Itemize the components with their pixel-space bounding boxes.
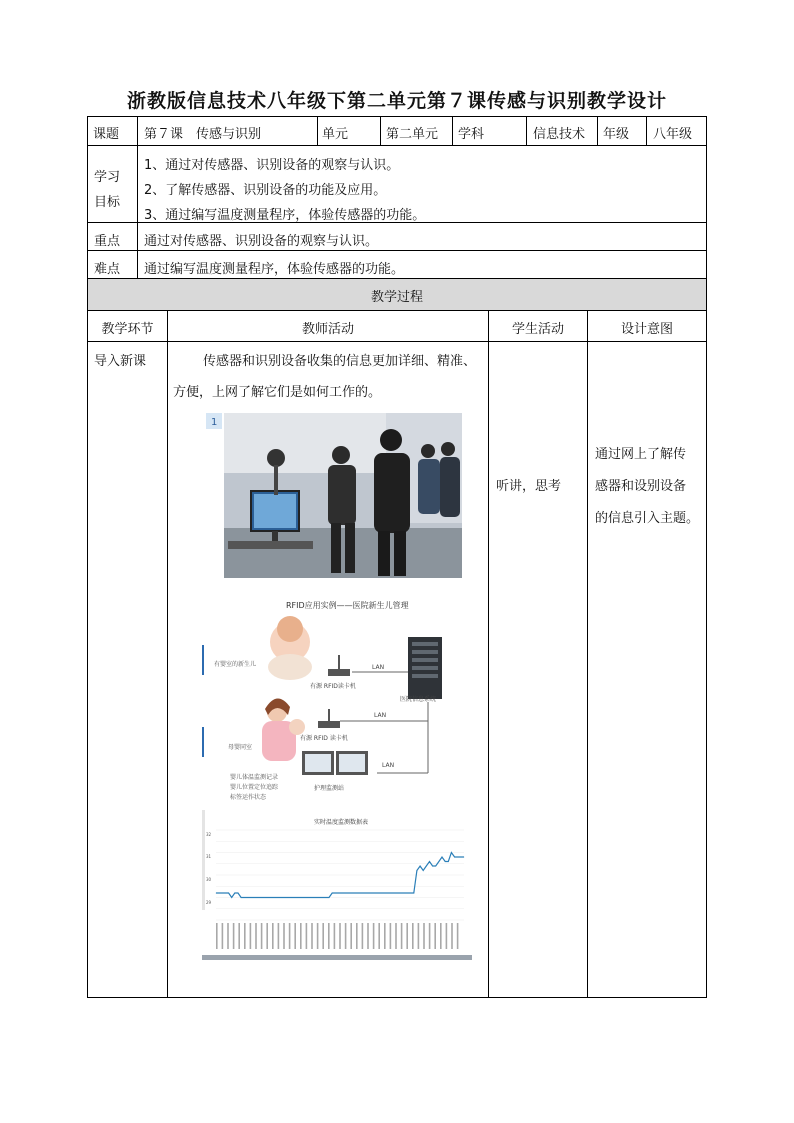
temperature-point (357, 893, 358, 894)
x-tick-label (395, 923, 397, 949)
y-tick-label: 29 (206, 900, 212, 905)
temperature-point (341, 893, 342, 894)
photo-illustration (206, 413, 462, 578)
table-border (167, 310, 168, 998)
x-tick-label (328, 923, 330, 949)
x-tick-label (238, 923, 240, 949)
temperature-point (363, 893, 364, 894)
temperature-point (448, 861, 449, 862)
x-tick-label (233, 923, 235, 949)
x-tick-label (378, 923, 380, 949)
temperature-point (304, 897, 305, 898)
table-border (87, 116, 707, 117)
temperature-point (351, 893, 352, 894)
table-border (87, 116, 88, 998)
header-cell-grade: 八年级 (653, 127, 693, 142)
x-tick-label (322, 923, 324, 949)
objectives-label (94, 165, 120, 215)
table-border (137, 116, 138, 278)
x-tick-label (222, 923, 224, 949)
header-cell-grade-label: 年级 (603, 127, 630, 142)
header-cell-unit-label: 单元 (322, 127, 349, 142)
mother-label: 母婴同室 (228, 744, 253, 751)
temperature-point (253, 897, 254, 898)
temperature-point (235, 893, 236, 894)
temperature-point (338, 893, 339, 894)
bullet-item: 标签运作状态 (230, 794, 267, 801)
intro-teacher-line2: 方便，上网了解它们是如何工作的。 (173, 385, 382, 400)
temperature-point (278, 897, 279, 898)
temperature-point (354, 893, 355, 894)
temperature-point (404, 893, 405, 894)
table-border (706, 116, 707, 998)
header-cell-topic-label: 课题 (93, 127, 120, 142)
temperature-point (247, 897, 248, 898)
column-header-stage: 教学环节 (101, 322, 154, 337)
x-tick-label (440, 923, 442, 949)
temperature-point (385, 893, 386, 894)
column-header-intent: 设计意图 (620, 322, 673, 337)
intro-intent-line: 感器和设别设备 (595, 479, 687, 494)
temperature-point (257, 897, 258, 898)
x-tick-label (457, 923, 459, 949)
temperature-point (300, 897, 301, 898)
temperature-point (329, 897, 330, 898)
header-cell-topic: 第７课 传感与识别 (144, 127, 262, 142)
temperature-point (426, 866, 427, 867)
photo-figure (206, 413, 462, 578)
temperature-point (263, 897, 264, 898)
temperature-point (222, 893, 223, 894)
table-border (87, 145, 707, 146)
temperature-point (391, 893, 392, 894)
intro-stage: 导入新课 (94, 354, 147, 369)
temperature-point (360, 893, 361, 894)
monitor-label: 护理监测站 (314, 785, 345, 792)
x-tick-label (266, 923, 268, 949)
intro-intent-line: 的信息引入主题。 (595, 511, 700, 526)
reader2-label: 有源 RFID 读卡机 (300, 735, 348, 742)
temperature-point (379, 893, 380, 894)
temperature-point (373, 893, 374, 894)
figure-badge: 1 (211, 417, 218, 428)
x-tick-label (406, 923, 408, 949)
lan-label: LAN (374, 712, 387, 719)
document-title: 浙教版信息技术八年级下第二单元第７课传感与识别教学设计 (126, 90, 667, 112)
x-tick-label (390, 923, 392, 949)
rfid-diagram-svg (202, 597, 472, 807)
intro-student: 听讲，思考 (496, 479, 562, 494)
lan-label: LAN (372, 664, 385, 671)
bullet-item: 婴儿位置定位追踪 (230, 784, 279, 791)
x-tick-label (272, 923, 274, 949)
temperature-point (322, 897, 323, 898)
lan-label: LAN (382, 762, 395, 769)
table-border (646, 116, 647, 145)
temperature-point (285, 897, 286, 898)
temperature-point (344, 893, 345, 894)
x-tick-label (334, 923, 336, 949)
x-tick-label (423, 923, 425, 949)
x-tick-label (418, 923, 420, 949)
x-tick-label (250, 923, 252, 949)
temperature-point (335, 893, 336, 894)
temperature-point (269, 897, 270, 898)
chart-title: 实时温度监测数据表 (314, 819, 369, 826)
bullet-item: 婴儿体温监测记录 (230, 774, 279, 781)
temperature-point (250, 897, 251, 898)
temperature-point (423, 870, 424, 871)
temperature-point (266, 897, 267, 898)
x-tick-label (373, 923, 375, 949)
temperature-chart-svg (202, 810, 472, 960)
x-tick-label (311, 923, 313, 949)
temperature-point (413, 893, 414, 894)
temperature-point (461, 857, 462, 858)
intro-intent-line: 通过网上了解传 (595, 447, 687, 462)
temperature-point (376, 893, 377, 894)
table-border (87, 997, 707, 998)
table-border (87, 250, 707, 251)
temperature-point (313, 897, 314, 898)
y-tick-label: 30 (206, 877, 212, 882)
temperature-point (272, 897, 273, 898)
temperature-point (332, 893, 333, 894)
temperature-point (316, 897, 317, 898)
temperature-point (410, 893, 411, 894)
temperature-point (294, 897, 295, 898)
header-cell-unit: 第二单元 (386, 127, 439, 142)
temperature-point (382, 893, 383, 894)
temperature-point (370, 893, 371, 894)
objectives-item: 2、了解传感器、识别设备的功能及应用。 (144, 183, 387, 198)
temperature-point (407, 893, 408, 894)
temperature-point (241, 897, 242, 898)
process-header: 教学过程 (370, 290, 423, 305)
x-tick-label (412, 923, 414, 949)
x-tick-label (227, 923, 229, 949)
temperature-point (238, 893, 239, 894)
temperature-point (282, 897, 283, 898)
temperature-point (429, 861, 430, 862)
y-tick-label: 32 (206, 832, 212, 837)
temperature-point (319, 897, 320, 898)
key-point-label: 重点 (94, 234, 121, 249)
temperature-point (388, 893, 389, 894)
table-border (488, 310, 489, 998)
reader1-label: 有源 RFID读卡机 (310, 683, 356, 690)
temperature-point (451, 852, 452, 853)
temperature-chart (202, 810, 472, 960)
temperature-point (231, 897, 232, 898)
x-tick-label (283, 923, 285, 949)
objectives-item: 3、通过编写温度测量程序，体验传感器的功能。 (144, 208, 426, 223)
x-tick-label (306, 923, 308, 949)
temperature-point (398, 893, 399, 894)
temperature-point (326, 897, 327, 898)
objectives-item: 1、通过对传感器、识别设备的观察与认识。 (144, 158, 400, 173)
temperature-point (432, 866, 433, 867)
column-header-teacher: 教师活动 (301, 322, 354, 337)
x-tick-label (300, 923, 302, 949)
y-tick-label: 31 (206, 854, 212, 859)
x-tick-label (384, 923, 386, 949)
difficulty-text: 通过编写温度测量程序，体验传感器的功能。 (144, 262, 405, 277)
x-tick-label (367, 923, 369, 949)
temperature-point (457, 857, 458, 858)
temperature-point (401, 893, 402, 894)
x-tick-label (278, 923, 280, 949)
x-tick-label (350, 923, 352, 949)
temperature-point (260, 897, 261, 898)
x-tick-label (356, 923, 358, 949)
temperature-point (395, 893, 396, 894)
table-border (87, 341, 707, 342)
rfid-title: RFID应用实例——医院新生儿管理 (286, 601, 409, 610)
temperature-point (297, 897, 298, 898)
table-border (452, 116, 453, 145)
x-tick-label (345, 923, 347, 949)
x-tick-label (446, 923, 448, 949)
table-border (380, 116, 381, 145)
intro-teacher-line1: 传感器和识别设备收集的信息更加详细、精准、 (203, 354, 477, 369)
objectives-label-line1: 学习 (94, 170, 121, 185)
table-border (587, 310, 588, 998)
temperature-point (366, 893, 367, 894)
temperature-point (216, 893, 217, 894)
x-tick-label (339, 923, 341, 949)
temperature-point (417, 870, 418, 871)
difficulty-label: 难点 (94, 262, 121, 277)
temperature-point (420, 866, 421, 867)
x-tick-label (451, 923, 453, 949)
x-tick-label (362, 923, 364, 949)
temperature-point (442, 857, 443, 858)
x-tick-label (216, 923, 218, 949)
temperature-point (439, 861, 440, 862)
header-cell-subject-label: 学科 (458, 127, 485, 142)
x-tick-label (244, 923, 246, 949)
temperature-point (310, 897, 311, 898)
x-tick-label (289, 923, 291, 949)
x-tick-label (429, 923, 431, 949)
header-cell-subject: 信息技术 (533, 127, 586, 142)
temperature-point (435, 866, 436, 867)
baby-label: 有婴室的新生儿 (214, 661, 257, 668)
temperature-point (228, 893, 229, 894)
temperature-point (291, 897, 292, 898)
table-border (87, 310, 707, 311)
x-tick-label (401, 923, 403, 949)
table-border (597, 116, 598, 145)
temperature-point (275, 897, 276, 898)
x-tick-label (255, 923, 257, 949)
x-tick-label (317, 923, 319, 949)
temperature-point (288, 897, 289, 898)
temperature-point (219, 893, 220, 894)
x-tick-label (294, 923, 296, 949)
x-tick-label (434, 923, 436, 949)
temperature-point (454, 857, 455, 858)
temperature-point (225, 893, 226, 894)
temperature-point (348, 893, 349, 894)
temperature-point (445, 861, 446, 862)
table-border (526, 116, 527, 145)
key-point-text: 通过对传感器、识别设备的观察与认识。 (144, 234, 379, 249)
objectives-label-line2: 目标 (94, 195, 121, 210)
temperature-point (307, 897, 308, 898)
hospital-label: 医院信息系统 (400, 696, 437, 703)
temperature-point (464, 857, 465, 858)
table-border (317, 116, 318, 145)
x-tick-label (261, 923, 263, 949)
rfid-diagram (202, 597, 472, 807)
column-header-student: 学生活动 (511, 322, 564, 337)
temperature-point (244, 897, 245, 898)
